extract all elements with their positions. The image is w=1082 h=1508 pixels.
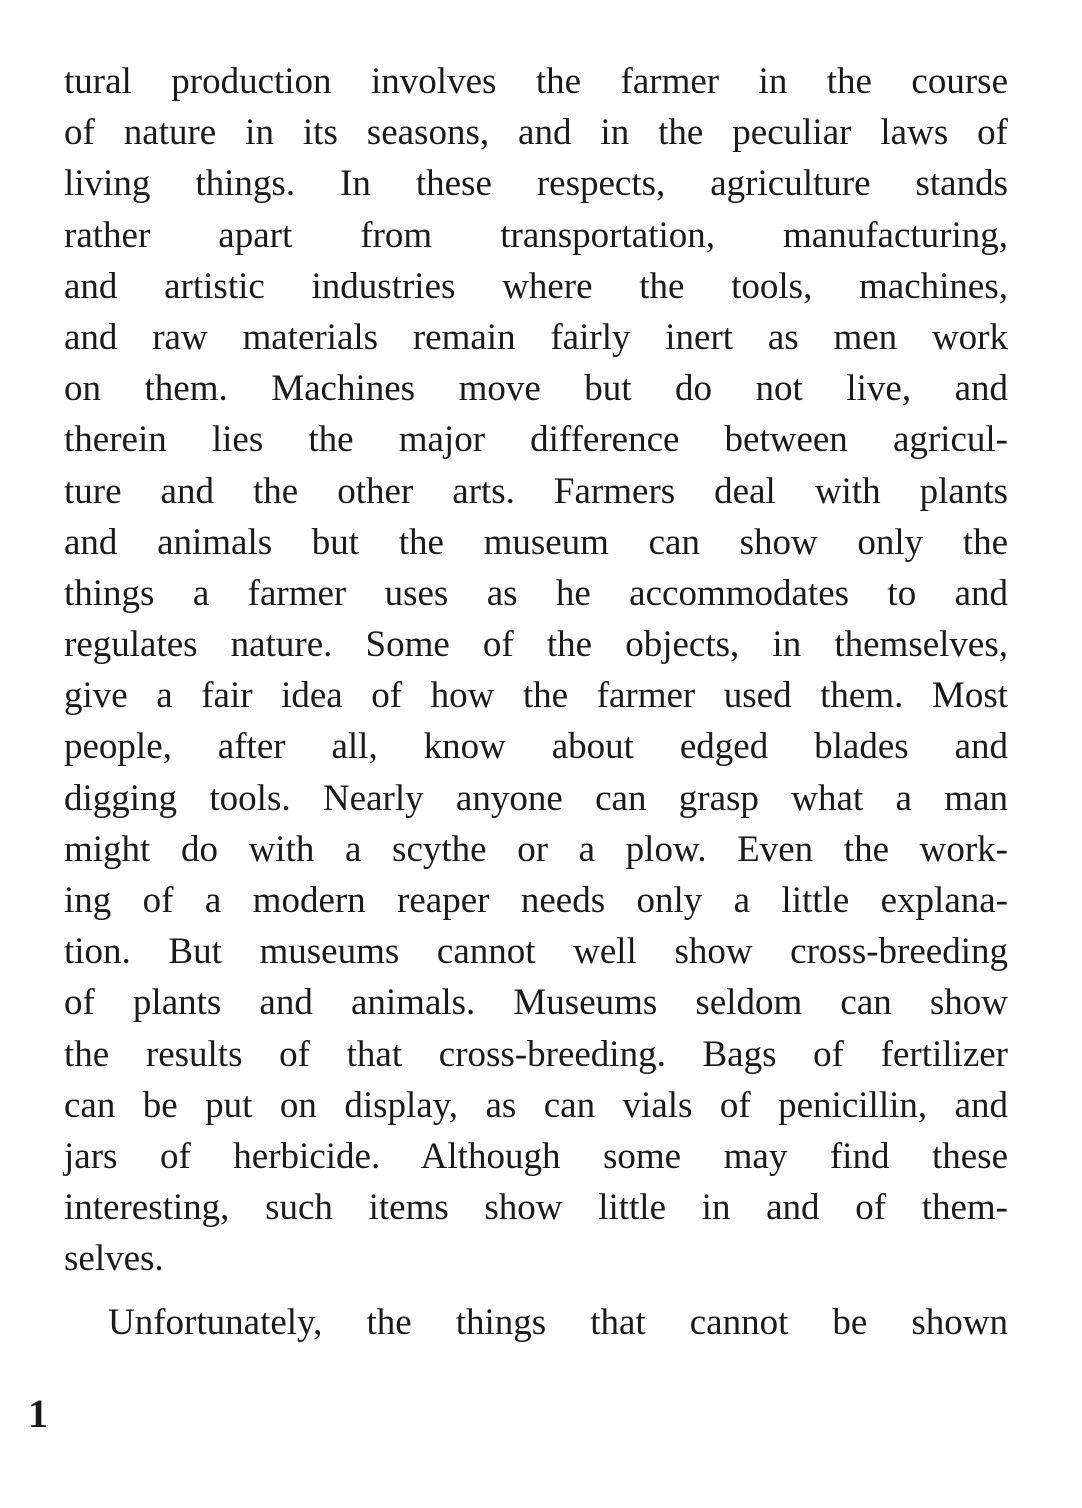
text-line: tural production involves the farmer in the course bbox=[64, 61, 1008, 102]
page-number: 1 bbox=[28, 1391, 48, 1436]
paragraph-gap bbox=[64, 1285, 1008, 1297]
text-line: living things. In these respects, agriculture stands bbox=[64, 163, 1008, 205]
text-line: interesting, such items show little in and of them- bbox=[64, 1187, 1008, 1229]
text-line: and artistic industries where the tools, machines, bbox=[64, 265, 1008, 307]
text-line: and animals but the museum can show only the bbox=[64, 521, 1008, 563]
text-line: on them. Machines move but do not live, and bbox=[64, 368, 1008, 410]
paragraph-1 bbox=[64, 56, 1008, 1285]
text-line: ture and the other arts. Farmers deal with plants bbox=[64, 470, 1008, 512]
text-line: regulates nature. Some of the objects, in themselves, bbox=[64, 624, 1008, 666]
text-line: rather apart from transportation, manufacturing, bbox=[64, 214, 1008, 256]
text-line: selves. bbox=[64, 1238, 164, 1280]
text-line: things a farmer uses as he accommodates to and bbox=[64, 572, 1008, 614]
text-line: digging tools. Nearly anyone can grasp what a man bbox=[64, 777, 1008, 819]
text-line: of nature in its seasons, and in the peculiar laws of bbox=[64, 112, 1008, 154]
text-line: ing of a modern reaper needs only a little explana- bbox=[64, 880, 1008, 921]
body-text bbox=[64, 56, 1008, 1348]
text-line: tion. But museums cannot well show cross-breeding bbox=[64, 931, 1008, 973]
text-line: and raw materials remain fairly inert as men work bbox=[64, 316, 1008, 358]
text-line: jars of herbicide. Although some may find these bbox=[64, 1135, 1008, 1177]
text-line: therein lies the major difference between agricul- bbox=[64, 419, 1008, 461]
text-line: can be put on display, as can vials of penicillin, and bbox=[64, 1084, 1008, 1126]
text-line: the results of that cross-breeding. Bags of fertilizer bbox=[64, 1033, 1008, 1075]
text-line: might do with a scythe or a plow. Even the work- bbox=[64, 828, 1008, 870]
text-line: give a fair idea of how the farmer used them. Most bbox=[64, 675, 1008, 717]
text-line: of plants and animals. Museums seldom can show bbox=[64, 982, 1008, 1024]
text-line: people, after all, know about edged blades and bbox=[64, 726, 1008, 768]
text-line: Unfortunately, the things that cannot be shown bbox=[108, 1301, 1008, 1343]
paragraph-2 bbox=[64, 1297, 1008, 1348]
